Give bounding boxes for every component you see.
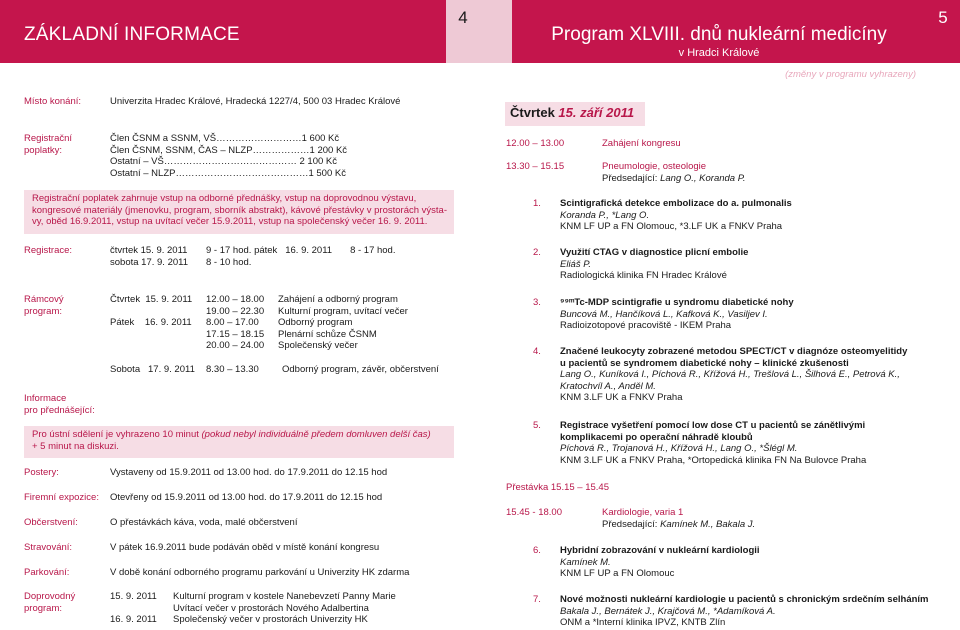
- lecture-content: [560, 198, 940, 233]
- lecture-affil: KNM 3.LF UK a FNKV Praha, *Ortopedická klinika FN Na Bulovce Praha: [560, 454, 867, 466]
- venue-value: Univerzita Hradec Králové, Hradecká 1227/4, 500 03 Hradec Králové: [110, 96, 401, 107]
- framework-row: [24, 294, 454, 386]
- meals-row: [24, 542, 454, 554]
- day-heading: Čtvrtek 15. září 2011: [505, 102, 645, 126]
- lecture-number: 7.: [533, 594, 541, 605]
- fee-item: Ostatní – VŠ…………………………………… 2 100 Kč: [110, 156, 337, 167]
- lecture-affil: Radiologická klinika FN Hradec Králové: [560, 270, 727, 281]
- lecture-authors: Lang O., Kuníková I., Píchová R., Křížová H., Trešlová L., Šilhová E., Petrová K.,: [560, 369, 900, 380]
- right-page-number: 5: [926, 0, 960, 63]
- posters-label: Postery:: [24, 467, 59, 478]
- lecture-affil: Radioizotopové pracoviště - IKEM Praha: [560, 320, 732, 331]
- meals-label: Stravování:: [24, 542, 73, 553]
- lecture-title: Značené leukocyty zobrazené metodou SPECT/CT v diagnóze osteomyelitidy: [560, 346, 908, 357]
- lecture-title: komplikacemi po operační náhradě kloubů: [560, 431, 753, 443]
- registration-row: [24, 245, 454, 283]
- registration-label: Registrace:: [24, 245, 73, 256]
- fees-list: [110, 133, 454, 179]
- speakers-row: [24, 393, 454, 417]
- session2-details: Kardiologie, varia 1 Předsedající: Kamínek M., Bakala J.: [602, 507, 756, 530]
- speakers-note-box: Pro ústní sdělení je vyhrazeno 10 minut (pokud nebyl individuálně předem domluven delší čas) + 5 minut na diskuzi.: [24, 426, 454, 458]
- venue-label: Místo konání:: [24, 96, 82, 107]
- posters-value: Vystaveny od 15.9.2011 od 13.00 hod. do 17.9.2011 do 12.15 hod: [110, 467, 388, 478]
- lecture-authors: Eliáš P.: [560, 258, 591, 270]
- lecture-content: [560, 297, 940, 332]
- parking-label: Parkování:: [24, 567, 70, 578]
- fee-note-box: Registrační poplatek zahrnuje vstup na odborné přednášky, vstup na doprovodnou výstavu, kongresové materiály (jmenovku, program, sborník abstrakt), kávové přestávky v prostorách výsta- vy, oběd 16.9.2011, vstup na uvítací večer 15.9.2011, vstup na společenský večer 16. 9. 2011.: [24, 190, 454, 234]
- left-page-number: 4: [446, 0, 480, 63]
- exhibition-value: Otevřeny od 15.9.2011 od 13.00 hod. do 17.9.2011 do 12.15 hod: [110, 492, 383, 503]
- side-program-list: 15. 9. 2011 Kulturní program v kostele Nanebevzetí Panny Marie Uvítací večer v prostorách Nového Adalbertina 16. 9. 2011 Společenský večer v prostorách Univerzity HK: [110, 591, 396, 625]
- lecture-content: [560, 545, 940, 580]
- session1-time: 13.30 – 15.15: [506, 161, 565, 172]
- refreshments-value: O přestávkách káva, voda, malé občerstvení: [110, 517, 298, 528]
- fee-item: Člen ČSNM, SSNM, ČAS – NLZP………………1 200 Kč: [110, 144, 348, 156]
- break-label: Přestávka 15.15 – 15.45: [506, 482, 609, 493]
- opening-time: 12.00 – 13.00: [506, 138, 565, 149]
- lecture-title: ⁹⁹ᵐTc-MDP scintigrafie u syndromu diabetické nohy: [560, 297, 794, 308]
- lecture-affil: ONM a *Interní klinika IPVZ, KNTB Zlín: [560, 617, 726, 628]
- lecture-title: Nové možnosti nukleární kardiologie u pacientů s chronickým srdečním selháním: [560, 594, 929, 605]
- lecture-title: Využití CTAG v diagnostice plicní embolie: [560, 247, 749, 258]
- lecture-title: Scintigrafická detekce embolizace do a. pulmonalis: [560, 198, 792, 209]
- lecture-content: [560, 247, 940, 282]
- lecture-title: u pacientů se syndromem diabetické nohy – klinické zkušenosti: [560, 357, 849, 369]
- meals-value: V pátek 16.9.2011 bude podáván oběd v místě konání kongresu: [110, 542, 380, 553]
- framework-label: Rámcový program:: [24, 294, 64, 317]
- session1-details: Pneumologie, osteologie Předsedající: Lang O., Koranda P.: [602, 161, 746, 184]
- lecture-content: [560, 594, 940, 629]
- side-program-label: Doprovodný program:: [24, 591, 76, 614]
- lecture-authors: Kratochvíl A., Anděl M.: [560, 380, 656, 392]
- parking-value: V době konání odborného programu parkování u Univerzity HK zdarma: [110, 567, 410, 578]
- side-program-row: [24, 591, 454, 627]
- venue-row: [24, 96, 454, 108]
- lecture-number: 4.: [533, 346, 541, 357]
- framework-schedule: Čtvrtek 15. 9. 2011 12.00 – 18.00 Zahájení a odborný program 19.00 – 22.30 Kulturní program, uvítací večer Pátek 16. 9. 2011 8.00 – 17.00 Odborný program 17.15 – 18.15 Plenární schůze ČSNM 20.00 – 24.00 Společenský večer Sobota 17. 9. 2011 8.30 – 13.30 Odborný program, závěr, občerstvení: [110, 294, 439, 375]
- lecture-number: 2.: [533, 247, 541, 258]
- fees-label: Registrační poplatky:: [24, 133, 73, 156]
- exhibition-label: Firemní expozice:: [24, 492, 99, 503]
- posters-row: [24, 467, 454, 479]
- lecture-content: [560, 420, 940, 466]
- lecture-number: 5.: [533, 420, 541, 431]
- right-page-tab: [480, 0, 512, 63]
- changes-note: (změny v programu vyhrazeny): [785, 69, 916, 80]
- registration-hours: čtvrtek 15. 9. 2011 9 - 17 hod. pátek 16. 9. 2011 8 - 17 hod. sobota 17. 9. 2011 8 - 10 hod.: [110, 245, 396, 268]
- refreshments-row: [24, 517, 454, 529]
- lecture-affil: KNM LF UP a FN Olomouc, *3.LF UK a FNKV Praha: [560, 221, 783, 232]
- right-banner-subtitle: v Hradci Králové: [678, 47, 760, 59]
- refreshments-label: Občerstvení:: [24, 517, 78, 528]
- lecture-number: 6.: [533, 545, 541, 556]
- speakers-label: Informace pro přednášející:: [24, 393, 95, 416]
- parking-row: [24, 567, 454, 579]
- session2-time: 15.45 - 18.00: [506, 507, 562, 518]
- lecture-title: Registrace vyšetření pomocí low dose CT u pacientů se zánětlivými: [560, 420, 866, 431]
- fee-item: Ostatní – NLZP……………………………………1 500 Kč: [110, 167, 346, 179]
- left-banner: [0, 0, 446, 63]
- right-banner: [512, 0, 926, 63]
- lecture-authors: Kamínek M.: [560, 556, 611, 568]
- lecture-authors: Bakala J., Bernátek J., Krajčová M., *Adamíková A.: [560, 605, 776, 617]
- left-banner-title: ZÁKLADNÍ INFORMACE: [24, 24, 240, 45]
- fee-item: Člen ČSNM a SSNM, VŠ………………………1 600 Kč: [110, 133, 340, 144]
- opening-title: Zahájení kongresu: [602, 138, 681, 149]
- lecture-number: 1.: [533, 198, 541, 209]
- lecture-content: [560, 346, 940, 404]
- lecture-affil: KNM LF UP a FN Olomouc: [560, 568, 675, 579]
- lecture-affil: KNM 3.LF UK a FNKV Praha: [560, 392, 683, 403]
- exhibition-row: [24, 492, 454, 504]
- lecture-authors: Koranda P., *Lang O.: [560, 209, 650, 221]
- lecture-number: 3.: [533, 297, 541, 308]
- lecture-authors: Píchová R., Trojanová H., Křížová H., Lang O., *Šlégl M.: [560, 443, 798, 454]
- lecture-title: Hybridní zobrazování v nukleární kardiologii: [560, 545, 760, 556]
- right-banner-title: Program XLVIII. dnů nukleární medicíny: [551, 24, 887, 45]
- lecture-authors: Buncová M., Hančíková L., Kafková K., Vasiljev I.: [560, 308, 768, 320]
- fees-row: [24, 133, 454, 183]
